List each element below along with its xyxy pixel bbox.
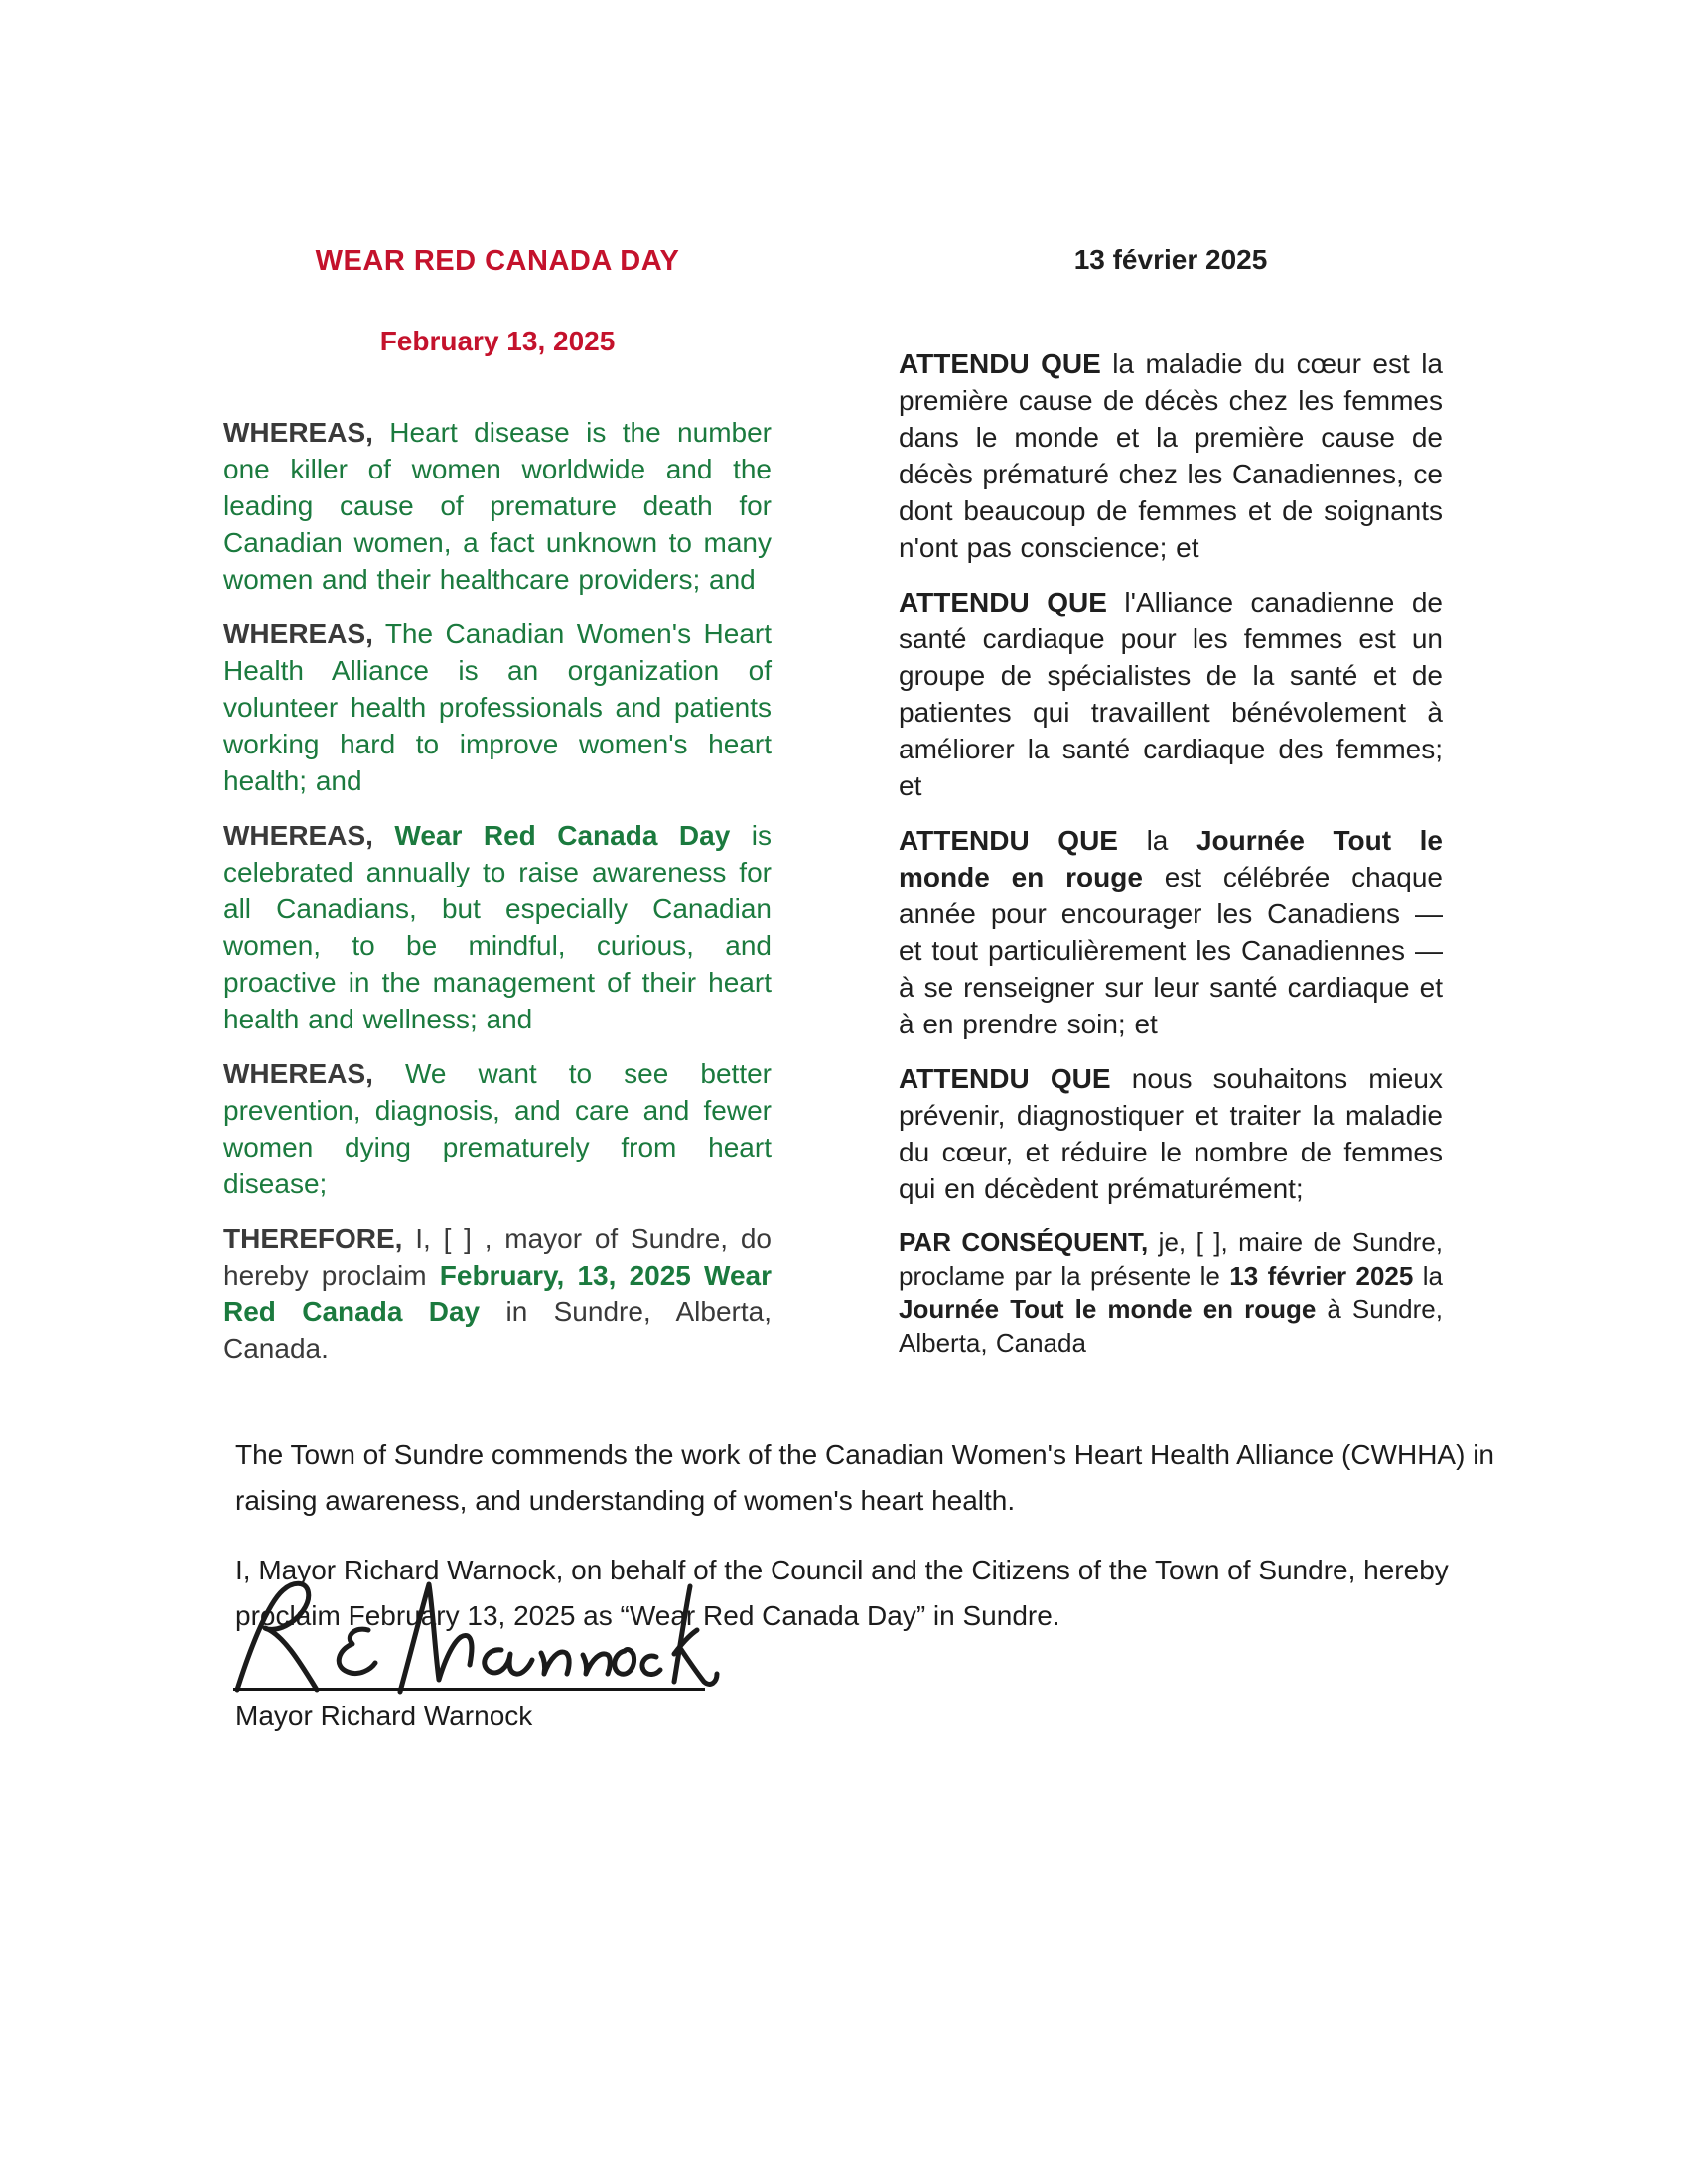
paragraph-text: la: [1413, 1261, 1443, 1291]
paragraph-text: I, [ ] , mayor of Sundre, do hereby proclaim: [223, 1223, 772, 1291]
paragraph-text: We want to see better prevention, diagnosis, and care and fewer women dying prematurely from heart disease;: [223, 1058, 772, 1199]
english-date: February 13, 2025: [379, 326, 616, 356]
therefore-paragraph: [223, 1220, 772, 1367]
paragraph-text: est célébrée chaque année pour encourager les Canadiens — et tout particulièrement les Canadiennes — à se renseigner sur leur santé cardiaque et à en prendre soin; et: [899, 862, 1443, 1039]
date-highlight: 13 février 2025: [1229, 1261, 1414, 1291]
whereas-lead: WHEREAS,: [223, 417, 373, 448]
whereas-lead: WHEREAS,: [223, 820, 373, 851]
french-column: [899, 245, 1443, 1378]
attendu-lead: ATTENDU QUE: [899, 348, 1101, 379]
english-column: [223, 245, 772, 1385]
attendu-paragraph-4: [899, 1060, 1443, 1207]
attendu-lead: ATTENDU QUE: [899, 1063, 1111, 1094]
event-name-highlight: February, 13, 2025 Wear Red Canada Day: [223, 1260, 772, 1327]
proclamation-paragraph: I, Mayor Richard Warnock, on behalf of the Council and the Citizens of the Town of Sundre, hereby proclaim February 13, 2025 as “Wear Red Canada Day” in Sundre.: [235, 1555, 1449, 1631]
paragraph-text: la maladie du cœur est la première cause de décès chez les femmes dans le monde et la première cause de décès prématuré chez les Canadiennes, ce dont beaucoup de femmes et de soignants n'ont pas conscience; et: [899, 348, 1443, 563]
attendu-paragraph-3: [899, 822, 1443, 1042]
attendu-paragraph-2: [899, 584, 1443, 804]
paragraph-text: à Sundre, Alberta, Canada: [899, 1295, 1443, 1358]
paragraph-text: is celebrated annually to raise awareness for all Canadians, but especially Canadian women, to be mindful, curious, and proactive in the management of their heart health and wellness; and: [223, 820, 772, 1034]
whereas-paragraph-1: [223, 414, 772, 598]
french-date: 13 février 2025: [1073, 244, 1268, 275]
whereas-lead: WHEREAS,: [223, 1058, 373, 1089]
whereas-lead: WHEREAS,: [223, 618, 373, 649]
paragraph-text: je, [ ], maire de Sundre, proclame par la présente le: [899, 1227, 1443, 1291]
signature-underline: [233, 1688, 705, 1691]
commendation-paragraph: The Town of Sundre commends the work of the Canadian Women's Heart Health Alliance (CWHHA) in raising awareness, and understanding of women's heart health.: [235, 1439, 1494, 1516]
paragraph-text: la: [1117, 825, 1196, 856]
paragraph-text: The Canadian Women's Heart Health Alliance is an organization of volunteer health professionals and patients working hard to improve women's heart health; and: [223, 618, 772, 796]
consequent-paragraph: [899, 1225, 1443, 1360]
therefore-lead: THEREFORE,: [223, 1223, 403, 1254]
whereas-paragraph-4: [223, 1055, 772, 1202]
paragraph-text: Heart disease is the number one killer of women worldwide and the leading cause of premature death for Canadian women, a fact unknown to many women and their healthcare providers; and: [223, 417, 772, 595]
event-name-highlight: Wear Red Canada Day: [372, 820, 731, 851]
paragraph-text: l'Alliance canadienne de santé cardiaque pour les femmes est un groupe de spécialistes de la santé et de patientes qui travaillent bénévolement à améliorer la santé cardiaque des femmes; et: [899, 587, 1443, 801]
event-name-highlight: Journée Tout le monde en rouge: [899, 1295, 1317, 1324]
signature-script: [223, 1570, 720, 1705]
paragraph-text: nous souhaitons mieux prévenir, diagnostiquer et traiter la maladie du cœur, et réduire le nombre de femmes qui en décèdent prématurément;: [899, 1063, 1443, 1204]
attendu-lead: ATTENDU QUE: [899, 587, 1107, 617]
attendu-paragraph-1: [899, 345, 1443, 566]
whereas-paragraph-3: [223, 817, 772, 1037]
signatory-name: Mayor Richard Warnock: [235, 1701, 533, 1731]
whereas-paragraph-2: [223, 615, 772, 799]
consequent-lead: PAR CONSÉQUENT,: [899, 1227, 1149, 1257]
page-title: WEAR RED CANADA DAY: [315, 245, 680, 277]
paragraph-text: in Sundre, Alberta, Canada.: [223, 1297, 773, 1364]
event-name-highlight: Journée Tout le monde en rouge: [899, 825, 1443, 892]
attendu-lead: ATTENDU QUE: [899, 825, 1118, 856]
